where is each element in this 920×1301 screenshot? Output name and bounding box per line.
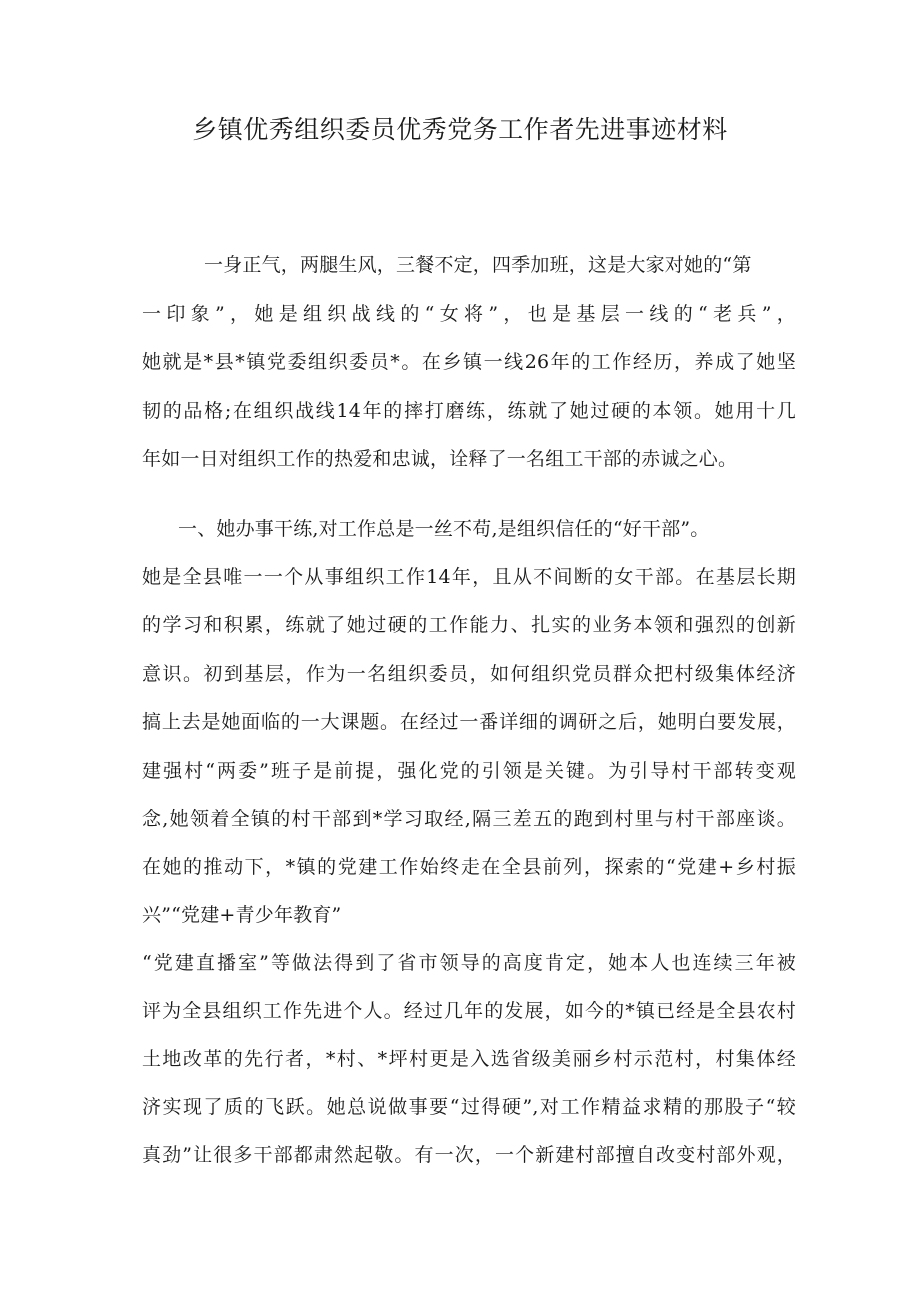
paragraph-2-line-5: 建强村“两委”班子是前提，强化党的引领是关键。为引导村干部转变观 [142,760,796,782]
paragraph-2-line-3: 意识。初到基层，作为一名组织委员，如何组织党员群众把村级集体经济 [142,663,796,685]
paragraph-2-line-4: 搞上去是她面临的一大课题。在经过一番详细的调研之后，她明白要发展， [142,711,796,733]
section-1-heading: 一、她办事干练,对工作总是一丝不苟,是组织信任的“好干部”。 [178,518,710,540]
paragraph-2-line-8: 兴”“党建+青少年教育” [142,904,342,926]
paragraph-2-line-7: 在她的推动下，*镇的党建工作始终走在全县前列，探索的“党建+乡村振 [142,856,796,878]
paragraph-2-line-2: 的学习和积累，练就了她过硬的工作能力、扎实的业务本领和强烈的创新 [142,614,796,636]
paragraph-1-line-4: 韧的品格;在组织战线14年的摔打磨练，练就了她过硬的本领。她用十几 [142,400,796,422]
document-title: 乡镇优秀组织委员优秀党务工作者先进事迹材料 [192,115,728,144]
paragraph-2-line-6: 念,她领着全镇的村干部到*学习取经,隔三差五的跑到村里与村干部座谈。 [142,808,796,830]
paragraph-3-line-5: 真劲”让很多干部都肃然起敬。有一次，一个新建村部擅自改变村部外观， [142,1144,796,1166]
paragraph-1-line-3: 她就是*县*镇党委组织委员*。在乡镇一线26年的工作经历，养成了她坚 [142,351,796,373]
paragraph-3-line-4: 济实现了质的飞跃。她总说做事要“过得硬”,对工作精益求精的那股子“较 [142,1096,796,1118]
paragraph-2-line-1: 她是全县唯一一个从事组织工作14年，且从不间断的女干部。在基层长期 [142,566,796,588]
paragraph-3-line-1: “党建直播室”等做法得到了省市领导的高度肯定，她本人也连续三年被 [142,952,796,974]
paragraph-3-line-2: 评为全县组织工作先进个人。经过几年的发展，如今的*镇已经是全县农村 [142,1000,796,1022]
paragraph-1-line-2: 一印象”，她是组织战线的“女将”，也是基层一线的“老兵”， [142,303,796,325]
paragraph-1-line-5: 年如一日对组织工作的热爱和忠诚，诠释了一名组工干部的赤诚之心。 [142,448,738,470]
paragraph-1-line-1: 一身正气，两腿生风，三餐不定，四季加班，这是大家对她的“第 [204,254,752,276]
paragraph-3-line-3: 土地改革的先行者，*村、*坪村更是入选省级美丽乡村示范村，村集体经 [142,1048,796,1070]
